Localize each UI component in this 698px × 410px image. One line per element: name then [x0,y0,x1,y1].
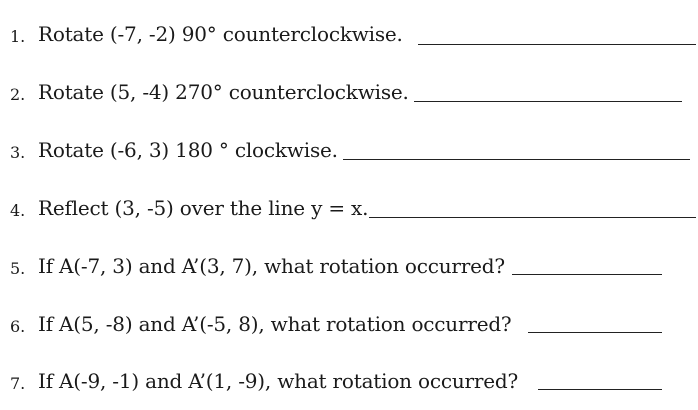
answer-blank-3[interactable] [343,159,690,160]
answer-blank-2[interactable] [414,101,682,102]
question-number: 4. [10,201,26,220]
question-5 [10,248,505,278]
answer-blank-7[interactable] [538,389,662,390]
answer-blank-5[interactable] [512,274,662,275]
question-number: 2. [10,85,26,104]
question-text: Rotate (-7, -2) 90° counterclockwise. [38,22,403,46]
question-2 [10,74,409,104]
question-text: If A(-7, 3) and A’(3, 7), what rotation occurred? [38,254,505,278]
answer-blank-6[interactable] [528,332,662,333]
answer-blank-1[interactable] [418,44,696,45]
answer-blank-4[interactable] [369,217,696,218]
question-text: Rotate (5, -4) 270° counterclockwise. [38,80,409,104]
question-number: 3. [10,143,26,162]
question-text: If A(5, -8) and A’(-5, 8), what rotation occurred? [38,312,512,336]
question-number: 5. [10,259,26,278]
question-7 [10,363,518,393]
question-text: If A(-9, -1) and A’(1, -9), what rotation occurred? [38,369,519,393]
question-4 [10,190,368,220]
question-number: 6. [10,317,26,336]
question-3 [10,132,338,162]
question-1 [10,16,403,46]
question-text: Reflect (3, -5) over the line y = x. [38,196,369,220]
question-number: 1. [10,27,26,46]
question-text: Rotate (-6, 3) 180 ° clockwise. [38,138,338,162]
question-number: 7. [10,374,26,393]
question-6 [10,306,511,336]
